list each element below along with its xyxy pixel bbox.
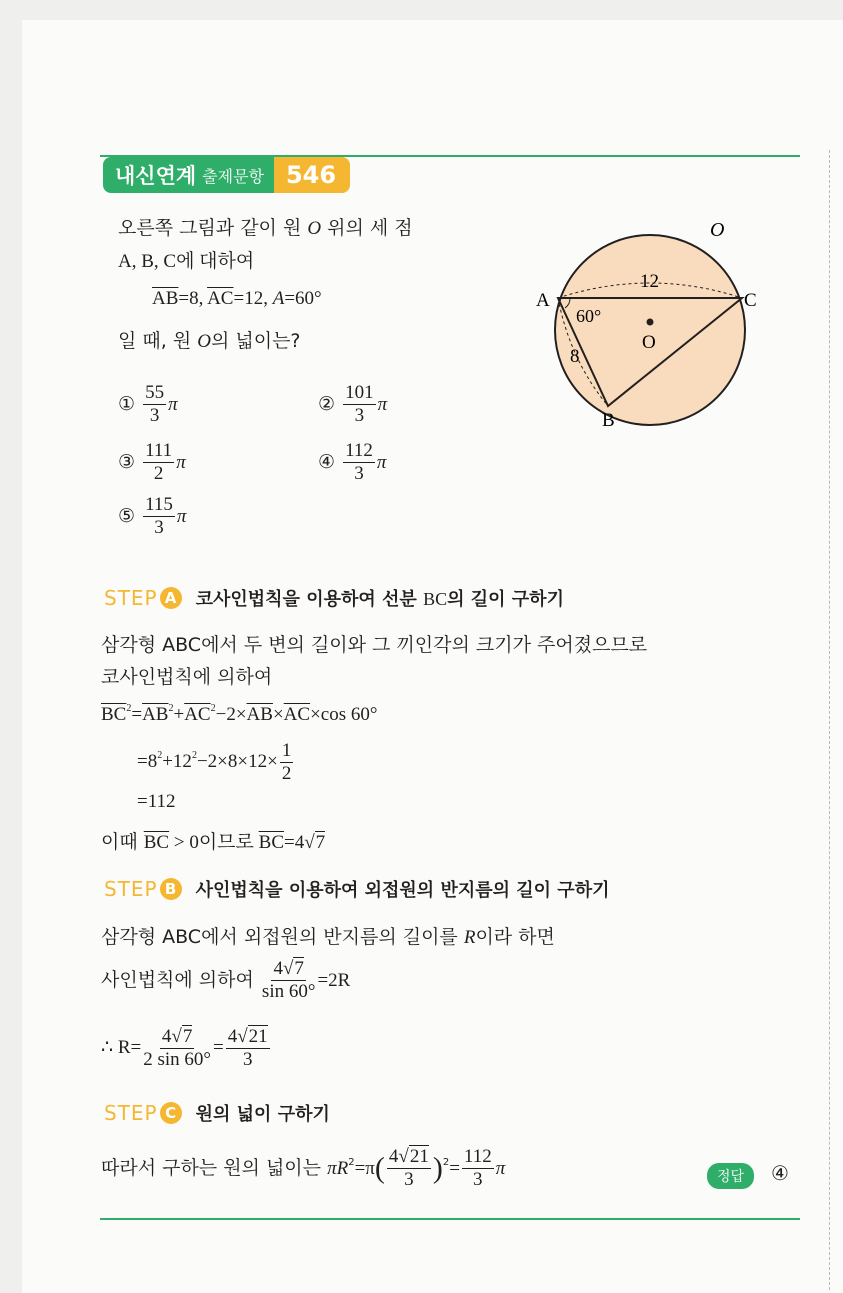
sol-b-line-3: ∴ R= $\frac{4√7}{2 \sin 60^\circ}$ = $\frac{4√21}{3}$: [101, 1026, 268, 1070]
sol-b-line-2: 사인법칙에 의하여 $\frac{4√7}{\sin 60^\circ}$ =2R: [101, 958, 351, 1002]
problem-line-4: 일 때, 원 O의 넓이는?: [118, 330, 301, 352]
label-12: 12: [640, 271, 659, 292]
choice-1[interactable]: ① $\frac{55}{3}$ π: [118, 382, 178, 426]
sol-a-eq-3: =112: [137, 791, 176, 812]
step-b-heading: STEP B 사인법칙을 이용하여 외접원의 반지름의 길이 구하기: [104, 877, 610, 901]
sol-a-line-1: 삼각형 ABC에서 두 변의 길이와 그 끼인각의 크기가 주어졌으므로: [101, 634, 648, 656]
cut-line: [829, 150, 830, 1290]
step-c-heading: STEP C 원의 넓이 구하기: [104, 1101, 330, 1125]
sol-a-eq-1: $\overline{BC}^2=\overline{AB}^2+\overline{AC}^2-2\times\overline{AB}\times\overline{AC}\times\cos$ 60°: [101, 703, 378, 725]
problem-line-1: 오른쪽 그림과 같이 원 O 위의 세 점: [118, 217, 413, 239]
sol-a-line-2: 코사인법칙에 의하여: [101, 666, 273, 688]
circle-o: [555, 235, 745, 425]
label-8: 8: [570, 346, 580, 367]
problem-line-2: A, B, C에 대하여: [118, 251, 255, 272]
step-a-heading: STEP A 코사인법칙을 이용하여 선분 BC의 길이 구하기: [104, 586, 564, 610]
label-center-o: O: [642, 332, 656, 353]
circle-figure: [520, 210, 780, 430]
label-b: B: [602, 410, 615, 430]
sol-a-conclusion: 이때 $\overline{BC} > 0$이므로 $\overline{BC}=4√7$: [101, 831, 326, 853]
choice-5[interactable]: ⑤ $\frac{115}{3}$ π: [118, 494, 187, 538]
choice-3[interactable]: ③ $\frac{111}{2}$ π: [118, 440, 186, 484]
footer-rule: [100, 1218, 800, 1220]
center-dot: [647, 319, 654, 326]
label-circle-o: O: [710, 219, 725, 241]
sol-c-line: 따라서 구하는 원의 넓이는 $\pi R^2=\pi$( $\frac{4√21}{3}$ )$^2$= $\frac{112}{3}$ π: [101, 1146, 506, 1190]
sol-a-eq-2: $=8^2+12^2-2\times 8\times 12\times$ $\frac{1}{2}$: [137, 740, 292, 784]
choice-4[interactable]: ④ $\frac{112}{3}$ π: [318, 440, 387, 484]
answer-value: ④: [771, 1161, 789, 1185]
problem-given: $\overline{AB}=8$, $\overline{AC}=12$, A=60°: [152, 288, 322, 309]
problem-badge: [103, 157, 350, 193]
label-c: C: [744, 290, 757, 311]
choice-2[interactable]: ② $\frac{101}{3}$ π: [318, 382, 388, 426]
answer-badge: 정답: [707, 1163, 754, 1189]
label-angle: 60°: [576, 306, 602, 326]
sol-b-line-1: 삼각형 ABC에서 외접원의 반지름의 길이를 R이라 하면: [101, 926, 555, 948]
badge-main: 내신연계: [115, 164, 197, 188]
problem-number: 546: [274, 157, 350, 193]
badge-sub: 출제문항: [202, 166, 264, 186]
label-a: A: [536, 290, 550, 311]
